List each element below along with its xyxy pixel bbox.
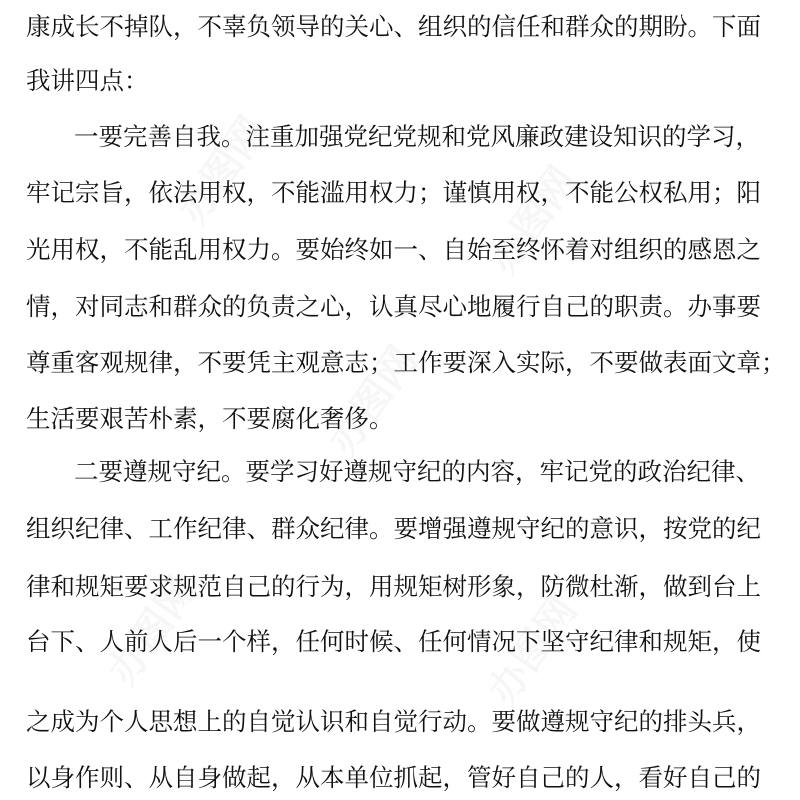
watermark-4: 办图网: [479, 588, 587, 713]
text-line-11: 律和规矩要求规范自己的行为，用规矩树形象，防微杜渐，做到台上: [26, 572, 761, 601]
watermark-3: 办图网: [319, 338, 427, 463]
text-line-10: 组织纪律、工作纪律、群众纪律。要增强遵规守纪的意识，按党的纪: [26, 514, 761, 543]
text-line-1: 康成长不掉队，不辜负领导的关心、组织的信任和群众的期盼。下面: [26, 12, 761, 41]
text-line-2: 我讲四点：: [26, 66, 149, 95]
text-line-7: 尊重客观规律，不要凭主观意志；工作要深入实际，不要做表面文章；: [26, 348, 786, 377]
text-line-5: 光用权，不能乱用权力。要始终如一、自始至终怀着对组织的感恩之: [26, 235, 761, 264]
watermark-2: 办图网: [479, 158, 587, 283]
text-line-13: 之成为个人思想上的自觉认识和自觉行动。要做遵规守纪的排头兵，: [26, 707, 761, 736]
watermark-1: 办图网: [169, 108, 277, 233]
text-line-14: 以身作则、从自身做起，从本单位抓起，管好自己的人，看好自己的: [26, 763, 761, 792]
text-line-6: 情，对同志和群众的负责之心，认真尽心地履行自己的职责。办事要: [26, 292, 761, 321]
watermark-5: 办图网: [99, 568, 207, 693]
text-line-8: 生活要艰苦朴素，不要腐化奢侈。: [26, 404, 394, 433]
paragraph-2-start: 二要遵规守纪。要学习好遵规守纪的内容，牢记党的政治纪律、: [74, 457, 760, 486]
text-line-4: 牢记宗旨，依法用权，不能滥用权力；谨慎用权，不能公权私用；阳: [26, 178, 761, 207]
text-line-12: 台下、人前人后一个样，任何时候、任何情况下坚守纪律和规矩，使: [26, 627, 761, 656]
paragraph-1-start: 一要完善自我。注重加强党纪党规和党风廉政建设知识的学习，: [74, 122, 760, 151]
